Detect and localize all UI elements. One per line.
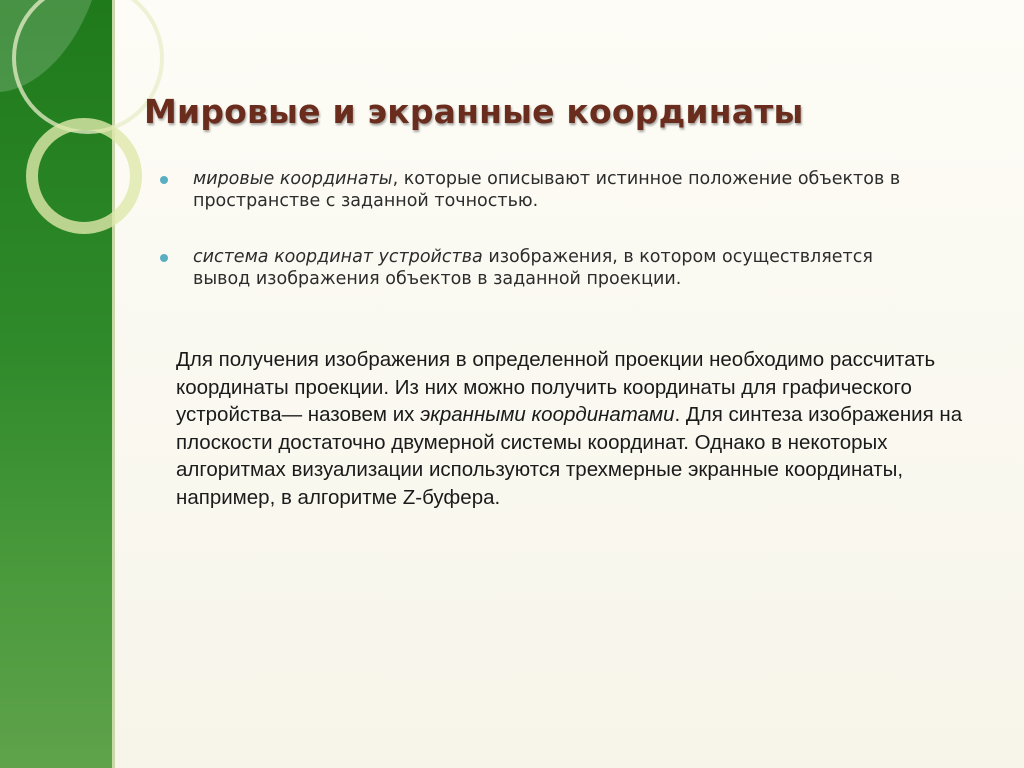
bullet-emphasis: система координат устройства	[193, 247, 483, 267]
bullet-text: , которые описывают истинное положение объектов в пространстве с заданной точностью.	[193, 169, 901, 211]
paragraph-part-1: Для получения изображения в определенной проекции необходимо рассчитать координаты проекции. Из них можно получить координаты для графического устройства— назовем их	[176, 348, 936, 426]
paragraph-emphasis: экранными координатами	[420, 403, 675, 426]
paragraph-part-2: . Для синтеза изображения на плоскости достаточно двумерной системы координат. Однако в некоторых алгоритмах визуализации используются трехмерные экранные координаты, например, в алгоритме Z-буфера.	[176, 403, 963, 509]
bullet-dot-icon	[160, 254, 168, 262]
bullet-item-device-coordinates	[160, 246, 920, 290]
bullet-list	[160, 168, 920, 324]
ring-small-icon	[32, 124, 136, 228]
bullet-item-world-coordinates	[160, 168, 920, 212]
slide-title: Мировые и экранные координаты	[144, 92, 804, 131]
bullet-dot-icon	[160, 176, 168, 184]
bullet-text: изображения, в котором осуществляется вывод изображения объектов в заданной проекции.	[193, 247, 873, 289]
bullet-emphasis: мировые координаты	[193, 169, 393, 189]
body-paragraph	[176, 346, 986, 511]
